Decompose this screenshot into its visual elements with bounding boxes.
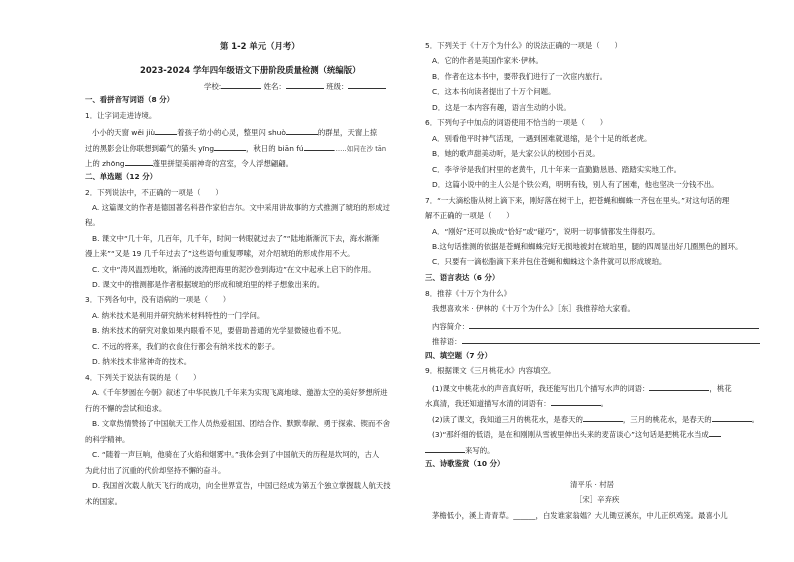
q8-prompt: 我想喜欢米 · 伊林的《十万个为什么》［东］我推荐给大家看。 — [432, 304, 635, 313]
q7-option-c[interactable]: C．只要有一滴松脂滴下来并包住苍蝇和蜘蛛这个条件就可以形成琥珀。 — [432, 257, 667, 266]
question-7: 7．“一大滴松脂从树上滴下来，刚好落在树干上，把苍蝇和蜘蛛一齐包在里头。”对这句话的理 — [425, 196, 730, 205]
q7-option-b[interactable]: B.这句话推测的依据是苍蝇和蜘蛛完好无损地被封在琥珀里，腿的四周显出好几圈黑色的圆环。 — [432, 242, 743, 251]
poem-title: 清平乐 · 村居 — [570, 480, 615, 489]
q8-content-row: 内容简介： — [432, 320, 759, 332]
answer-blank[interactable] — [551, 397, 601, 406]
question-3: 3．下列各句中，没有语病的一项是（ ） — [85, 295, 231, 304]
q6-option-b[interactable]: B．她的歌声甜美动听，是大家公认的校园小百灵。 — [432, 149, 600, 158]
q2-option-c[interactable]: C. 文中“涛风温烈地吹，渐涌的波涛把海里的泥沙卷到海边”在文中起承上启下的作用。 — [92, 265, 376, 274]
question-7-cont: 解不正确的一项是（ ） — [425, 211, 514, 220]
answer-blank[interactable] — [304, 142, 334, 151]
question-6: 6．下列句子中加点的词语使用不恰当的一项是（ ） — [425, 118, 608, 127]
name-blank[interactable] — [286, 80, 324, 89]
q1-line-3: 上的 zhōng 蓬里拼望美丽神奇的宫室，令人浮想翩翩。 — [85, 159, 294, 168]
q2-option-b-cont: 漫上来”“又是 19 几千年过去了”这些语句重复啰嗦，对介绍琥珀的形成作用不大。 — [85, 249, 355, 258]
q4-option-a-cont: 行的不懈的尝试和追求。 — [85, 404, 167, 413]
q4-option-d[interactable]: D. 我国首次载人航天飞行的成功，向全世界宣告，中国已经成为第五个独立掌握载人航天技 — [92, 481, 391, 490]
q4-option-b-cont: 的科学精神。 — [85, 435, 130, 444]
class-blank[interactable] — [348, 80, 386, 89]
q3-option-a[interactable]: A. 纳米技术是利用并研究纳米材料特性的一门学问。 — [92, 311, 265, 320]
question-4: 4．下列关于说法有误的是（ ） — [85, 373, 201, 382]
student-info-row — [204, 80, 386, 92]
q3-option-b[interactable]: B. 纳米技术的研究对象如果内眼看不见，要借助普通的光学显微镜也看不见。 — [92, 326, 346, 335]
q2-option-b[interactable]: B. 课文中“几十年，几百年，几千年，时间一转眼就过去了”“陆地渐渐沉下去，海水渐渐 — [92, 234, 380, 243]
poem-author: ［宋］辛弃疾 — [575, 495, 620, 504]
class-label: 班级： — [326, 82, 349, 91]
name-label: 姓名： — [263, 82, 286, 91]
answer-blank[interactable] — [125, 157, 153, 166]
q6-option-a[interactable]: A．别看他平时神气活现，一遇到困难就退缩，是个十足的纸老虎。 — [432, 134, 652, 143]
question-9: 9．根据课文《三月桃花水》内容填空。 — [425, 366, 556, 375]
question-8: 8．推荐《十万个为什么》 — [425, 289, 512, 298]
question-5: 5．下列关于《十万个为什么》的说法正确的一项是（ ） — [425, 41, 622, 50]
answer-blank[interactable] — [425, 444, 465, 453]
school-blank[interactable] — [221, 80, 261, 89]
q4-option-b[interactable]: B. 文章热情赞扬了中国航天工作人员热爱祖国、团结合作、默默奉献、勇于探索、锲而不舍 — [92, 419, 391, 428]
q2-option-a[interactable]: A. 这篇课文的作者是德国著名科普作家伯吉尔。文中采用讲故事的方式推测了琥珀的形成过 — [92, 203, 390, 212]
q8-reason-row: 推荐语： — [432, 335, 760, 347]
q3-option-d[interactable]: D. 纳米技术非常神奇的技术。 — [92, 357, 192, 366]
q4-option-d-cont: 术的国家。 — [85, 497, 122, 506]
reason-answer-line[interactable] — [462, 335, 760, 344]
answer-blank[interactable] — [286, 126, 318, 135]
q7-option-a[interactable]: A．“刚好”还可以换成“恰好”或“碰巧”，说明一切事情都发生得很巧。 — [432, 227, 660, 236]
answer-blank[interactable] — [583, 413, 623, 422]
q4-option-c-cont: 为此付出了沉重的代价却坚持不懈的奋斗。 — [85, 466, 226, 475]
page-subtitle: 2023-2024 学年四年级语文下册阶段质量检测（统编版） — [140, 65, 361, 75]
q2-option-a-cont: 程。 — [85, 218, 100, 227]
q1-line-2: 过的黑影会让你联想到霸气的猫头 yīng ，秋日的 biān fú ……如同在沙 tān — [85, 144, 386, 153]
q1-line-1: 小小的天窗 wěi jiù 着孩子幼小的心灵，整里闪 shuò 的群星，天窗上掠 — [92, 128, 378, 137]
q6-option-d[interactable]: D．这篇小说中的主人公是个铁公鸡，明明有钱，别人有了困难，他也坚决一分钱不出。 — [432, 180, 719, 189]
q2-option-d[interactable]: D. 课文中的推测都是作者根据琥珀的形成和琥珀里的样子想象出来的。 — [92, 280, 325, 289]
section-5-heading: 五、诗歌鉴赏（10 分） — [425, 459, 505, 468]
question-1: 1．让字词走进诗境。 — [85, 111, 157, 120]
poem-line: 茅檐低小，溪上青青草。______，白发谁家翁媪？大儿锄豆溪东，中儿正织鸡笼。最喜小儿 — [432, 511, 728, 520]
section-2-heading: 二、单选题（12 分） — [85, 172, 157, 181]
answer-blank[interactable] — [649, 382, 709, 391]
q6-option-c[interactable]: C．李爷爷是我们村里的老黄牛，几十年来一直勤勤恳恳、踏踏实实地工作。 — [432, 165, 682, 174]
q9-part-3: (3)“那纤细的低语，是在和刚刚从雪被里伸出头来的麦苗谈心”这句话是把桃花水当成 — [432, 428, 721, 440]
q5-option-d[interactable]: D．这是一本内容有趣，语言生动的小说。 — [432, 103, 571, 112]
answer-blank[interactable] — [709, 428, 721, 437]
question-2: 2．下列说法中，不正确的一项是（ ） — [85, 188, 223, 197]
answer-blank[interactable] — [712, 413, 752, 422]
answer-blank[interactable] — [214, 142, 246, 151]
q5-option-c[interactable]: C．这本书向读者提出了十万个问题。 — [432, 87, 556, 96]
school-label: 学校: — [204, 82, 222, 91]
section-1-heading: 一、看拼音写词语（8 分） — [85, 95, 175, 104]
content-answer-line[interactable] — [469, 320, 759, 329]
q5-option-b[interactable]: B．作者在这本书中，要带我们进行了一次宦内旅行。 — [432, 72, 608, 81]
q5-option-a[interactable]: A．它的作者是英国作家米·伊林。 — [432, 56, 543, 65]
section-4-heading: 四、填空题（7 分） — [425, 351, 492, 360]
q9-part-2: (2)读了课文，我知道三月的桃花水，是春天的 ，三月的桃花水，是春天的 。 — [432, 415, 760, 424]
section-3-heading: 三、语言表达（6 分） — [425, 273, 500, 282]
q9-part-3-cont: 来写的。 — [425, 444, 495, 456]
q9-part-1-cont: 水真清，我还知道描写水清的词语有： 。 — [425, 399, 609, 408]
q4-option-a[interactable]: A.《千年梦圆在今朝》叙述了中华民族几千年来为实现飞离地球、邀游太空的美好梦想所进 — [92, 388, 388, 397]
answer-blank[interactable] — [155, 126, 177, 135]
q9-part-1: (1)课文中桃花水的声音真好听，我还能写出几个描写水声的词语： ，桃花 — [432, 384, 732, 393]
page-title: 第 1-2 单元（月考） — [220, 41, 300, 51]
q3-option-c[interactable]: C. 不远的将来，我们的衣食住行都会有纳米技术的影子。 — [92, 342, 280, 351]
q4-option-c[interactable]: C. “随着一声巨响，他骑在了火焰和烟雾中。”我体会到了中国航天的历程是坎坷的，古人 — [92, 450, 380, 459]
